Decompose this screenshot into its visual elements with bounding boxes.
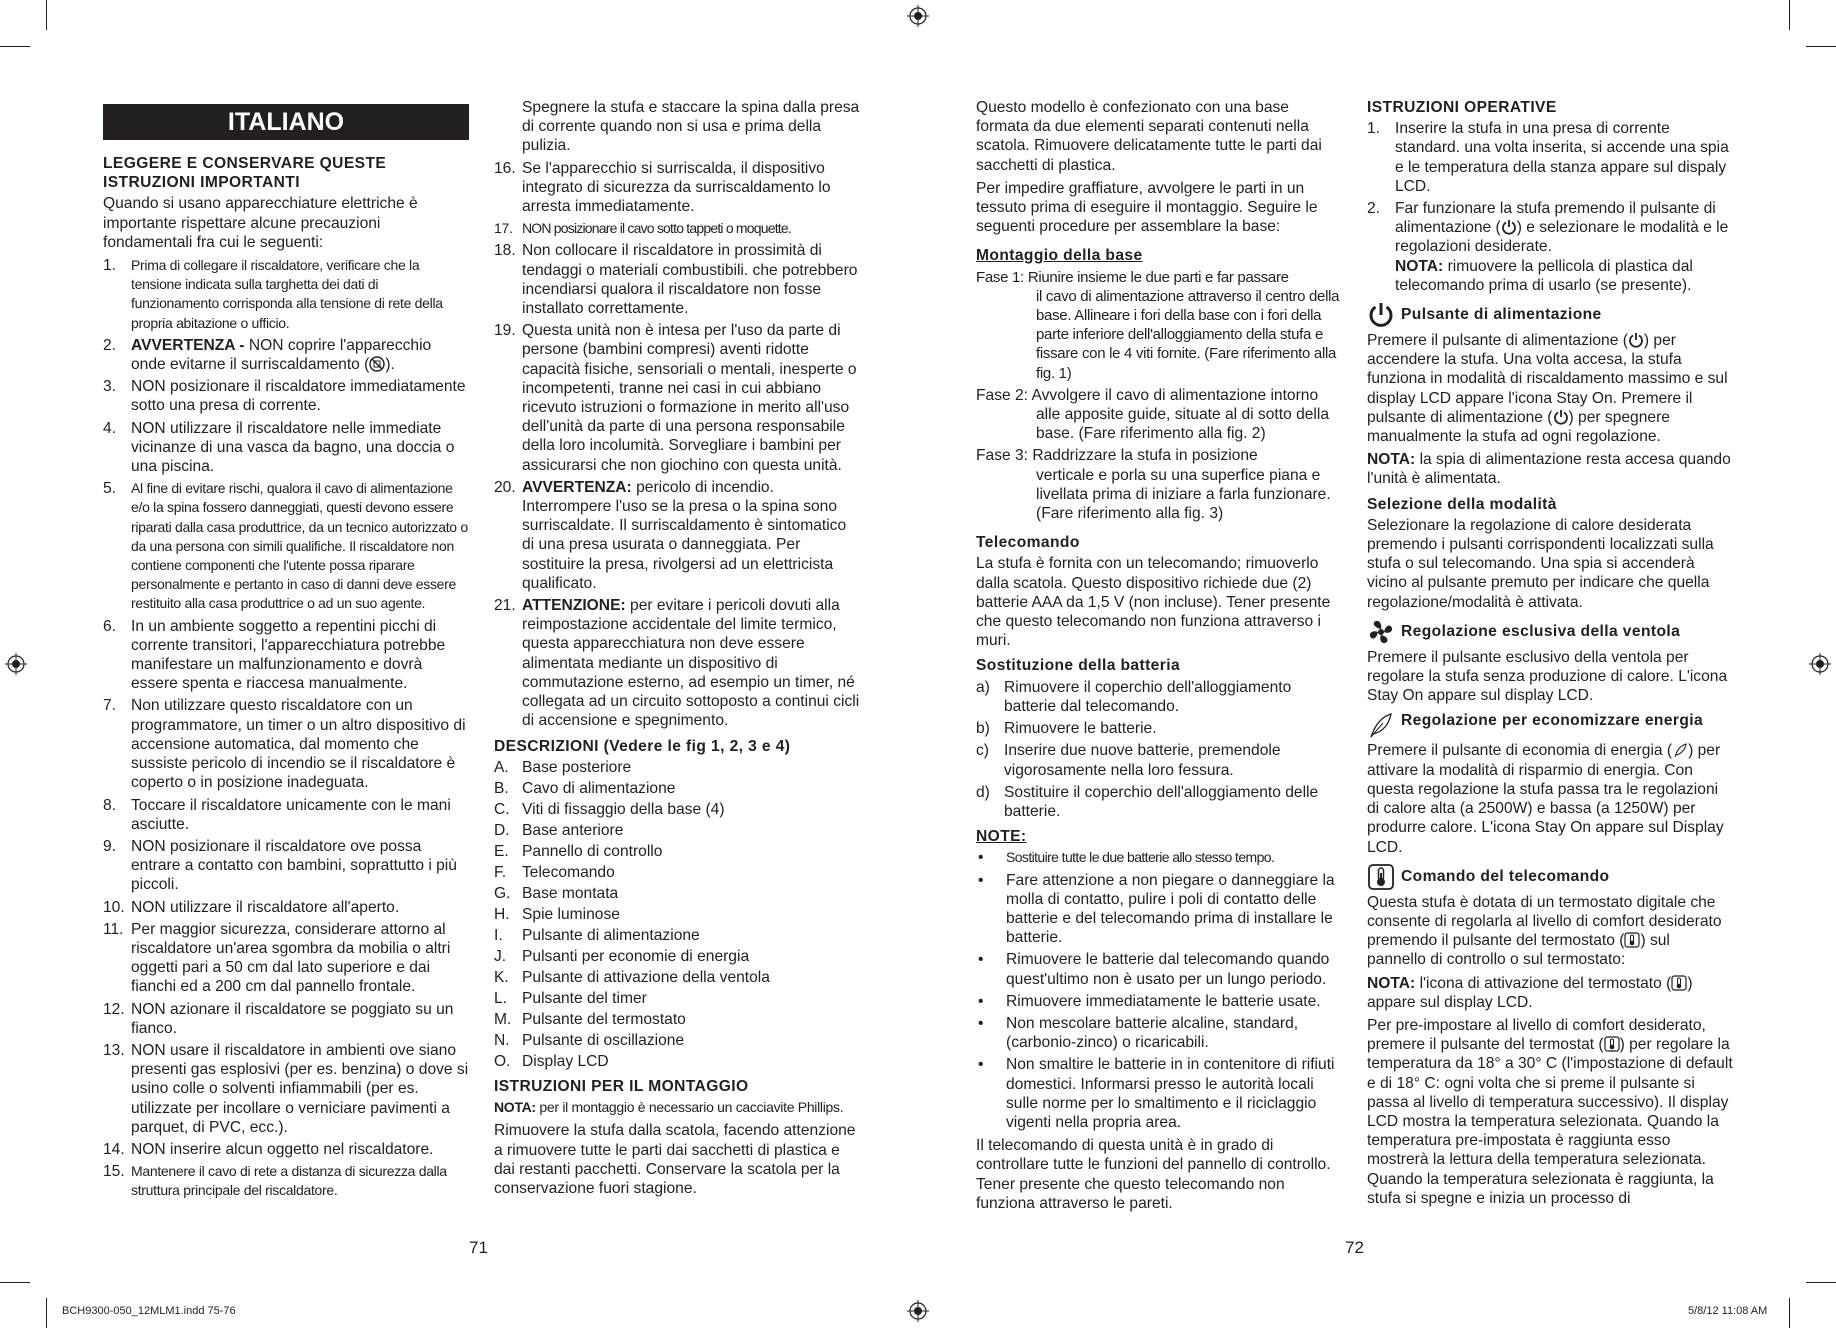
crop-mark — [0, 46, 30, 47]
crop-mark — [46, 0, 47, 30]
paragraph: Premere il pulsante di alimentazione ( ) per accendere la stufa. Una volta accesa, la stufa funziona in modalità di riscaldamento massimo e sul display LCD appare l'icona Stay On. Premere il pulsante di alimentazione ( ) per spegnere manualmente la stufa ad ogni regolazione. — [1367, 332, 1728, 446]
crop-mark — [0, 1282, 30, 1283]
operating-heading: ISTRUZIONI OPERATIVE — [1367, 99, 1557, 116]
assembly-paragraph: Rimuovere la stufa dalla scatola, facendo attenzione a rimuovere tutte le parti dai sacchetti di plastica e dai restanti pacchetti. Conservare la scatola per la conservazione fuori stagione. — [494, 1122, 856, 1197]
list-item: D. Base anteriore — [494, 821, 624, 839]
list-item: C. Viti di fissaggio della base (4) — [494, 800, 725, 818]
thermostat-icon — [1624, 932, 1640, 948]
list-item: 16. Se l'apparecchio si surriscalda, il dispositivo integrato di sicurezza da surriscaldamento lo arresta immediatamente. — [494, 159, 831, 216]
thermostat-icon — [1671, 975, 1687, 991]
paragraph: Per pre-impostare al livello di comfort desiderato, premere il pulsante del termostat ( ) per regolare la temperatura da 18° a 30° C (l'impostazione di default e di 18° C: ogni volta che si preme il pulsante si passa al livello di temperatura successivo). Il display LCD mostra la temperatura selezionata. Quando la temperatura pre-impostata è raggiunta esso mostrerà la lettura della temperatura selezionata. Quando la temperatura selezionata è raggiunta, la stufa si spegne e inizia un processo di — [1367, 1016, 1733, 1207]
mode-heading: Selezione della modalità — [1367, 495, 1557, 513]
crop-mark — [1806, 1282, 1836, 1283]
list-item: b) Rimuovere le batterie. — [976, 720, 1157, 738]
crop-mark — [46, 1298, 47, 1328]
step-item: Fase 3: Raddrizzare la stufa in posizione verticale e porla su una superfice piana e livellata prima di iniziare a farla funzionare. (Fare riferimento alla fig. 3) — [976, 447, 1331, 523]
list-item: 1. Inserire la stufa in una presa di corrente standard. una volta inserita, si accende una spia e le temperatura della stanza appare sul dispaly LCD. — [1367, 120, 1729, 195]
list-item: • Rimuovere le batterie dal telecomando quando quest'ultimo non è usato per un lungo periodo. — [978, 951, 1330, 988]
thermostat-heading: Comando del telecomando — [1367, 863, 1733, 891]
paragraph: La stufa è fornita con un telecomando; rimuoverlo dalla scatola. Questo dispositivo richiede due (2) batterie AAA da 1,5 V (non incluse). Tener presente che questo telecomando non funziona attraverso i muri. — [976, 555, 1331, 650]
safety-heading: LEGGERE E CONSERVARE QUESTE ISTRUZIONI IMPORTANTI — [103, 155, 387, 192]
list-item-continuation: Spegnere la stufa e staccare la spina dalla presa di corrente quando non si usa e prima della pulizia. — [522, 99, 860, 155]
list-item: • Non smaltire le batterie in in contenitore di rifiuti domestici. Informarsi presso le autorità locali sulle norme per lo smaltimento e il riciclaggio vigenti nella propria area. — [978, 1056, 1335, 1131]
step-item: Fase 1: Riunire insieme le due parti e far passare il cavo di alimentazione attraverso il centro della base. Allineare i fori della base con i fori della parte inferiore dell'alloggiamento della stufa e fissare con le 4 viti fornite. (Fare riferimento alla fig. 1) — [976, 268, 1340, 382]
leaf-icon — [1367, 711, 1395, 739]
list-item: a) Rimuovere il coperchio dell'alloggiamento batterie dal telecomando. — [976, 678, 1292, 715]
paragraph: Il telecomando di questa unità è in grado di controllare tutte le funzioni del pannello di controllo. Tener presente che questo telecomando non funziona attraverso le pareti. — [976, 1137, 1331, 1212]
battery-list — [976, 678, 1342, 821]
notes-heading: NOTE: — [976, 828, 1027, 846]
list-item: 19. Questa unità non è intesa per l'uso da parte di persone (bambini compresi) aventi ridotte capacità fisiche, sensoriali o mentali, inesperte o incompetenti, tranne nei casi in cui abbiano ricevuto istruzioni o formazione in merito all'uso dell'unità da parte di una persona responsabile della loro incolumità. Sorvegliare i bambini per assicurarsi che non giochino con questa unità. — [494, 322, 857, 474]
list-item: K. Pulsante di attivazione della ventola — [494, 968, 770, 986]
column-4 — [1367, 98, 1733, 1212]
crop-mark — [1789, 0, 1790, 30]
safety-list — [103, 256, 469, 1201]
list-item: 11. Per maggior sicurezza, considerare attorno al riscaldatore un'area sgombra da mobilia o altri oggetti pari a 50 cm dal lato superiore e dai fianchi ed a 200 cm dal pannello frontale. — [103, 920, 451, 996]
list-item: I. Pulsante di alimentazione — [494, 926, 700, 944]
paragraph: Premere il pulsante di economia di energia ( ) per attivare la modalità di risparmio di energia. Con questa regolazione la stufa passa tra le regolazioni di calore alta (a 2500W) e bassa (a 1250W) per produrre calore. L'icona Stay On appare sul Display LCD. — [1367, 742, 1724, 856]
list-item: 13. NON usare il riscaldatore in ambienti ove siano presenti gas esplosivi (per es. benzina) o dove si usino colle o solventi infiammabili (per es. utilizzate per incollare o verniciare pavimenti a parquet, di PVC, ecc.). — [103, 1041, 469, 1136]
list-item: • Fare attenzione a non piegare o danneggiare la molla di contatto, pulire i poli di contatto delle batterie e del telecomando prima di installare le batterie. — [978, 871, 1335, 947]
paragraph: Selezionare la regolazione di calore desiderata premendo i pulsanti corrispondenti localizzati sulla stufa o sul telecomando. Una spia si accenderà vicino al pulsante premuto per indicare che quella regolazione/modalità è attivata. — [1367, 516, 1714, 611]
notes-list — [976, 848, 1342, 1132]
list-item: 6. In un ambiente soggetto a repentini picchi di corrente transitori, l'apparecchiatura potrebbe manifestare un malfunzionamento e dovrà essere spenta e riaccesa manualmente. — [103, 617, 446, 693]
list-item: L. Pulsante del timer — [494, 989, 647, 1007]
list-item: d) Sostituire il coperchio dell'alloggiamento delle batterie. — [976, 783, 1319, 820]
slug-file: BCH9300-050_12MLM1.indd 75-76 — [62, 1305, 236, 1317]
paragraph: Per impedire graffiature, avvolgere le parti in un tessuto prima di eseguire il montaggio. Seguire le seguenti procedure per assemblare la base: — [976, 179, 1318, 236]
list-item: 15. Mantenere il cavo di rete a distanza di sicurezza dalla struttura principale del riscaldatore. — [103, 1163, 447, 1199]
leaf-icon — [1672, 742, 1688, 758]
power-icon — [1628, 332, 1644, 348]
list-item: E. Pannello di controllo — [494, 842, 663, 860]
assembly-note: NOTA: per il montaggio è necessario un cacciavite Phillips. — [494, 1099, 844, 1116]
list-item: 20. AVVERTENZA: pericolo di incendio. Interrompere l'uso se la presa o la spina sono surriscaldate. Il surriscaldamento è sintomatico di una presa usurata o danneggiata. Per sostituire la presa, rivolgersi ad un elettricista qualificato. — [494, 478, 847, 592]
list-item: 17. NON posizionare il cavo sotto tappeti o moquette. — [494, 220, 791, 237]
power-heading: Pulsante di alimentazione — [1367, 301, 1733, 329]
list-item: 21. ATTENZIONE: per evitare i pericoli dovuti alla reimpostazione accidentale del limite termico, questa apparecchiatura non deve essere alimentata mediante un dispositivo di commutazione esterno, ad esempio un timer, né collegata ad un circuito sottoposto a continui cicli di accensione e spegnimento. — [494, 597, 860, 730]
list-item: B. Cavo di alimentazione — [494, 779, 676, 797]
eco-heading: Regolazione per economizzare energia — [1367, 711, 1733, 739]
thermostat-icon — [1604, 1036, 1620, 1052]
list-item: H. Spie luminose — [494, 905, 620, 923]
list-item: • Rimuovere immediatamente le batterie usate. — [978, 992, 1321, 1010]
remote-heading: Telecomando — [976, 534, 1080, 552]
list-item: • Non mescolare batterie alcaline, standard, (carbonio-zinco) o ricaricabili. — [978, 1014, 1299, 1052]
list-item: O. Display LCD — [494, 1052, 609, 1070]
crop-mark — [1806, 46, 1836, 47]
page-number-left: 71 — [469, 1238, 488, 1257]
safety-intro: Quando si usano apparecchiature elettriche è importante rispettare alcune precauzioni fondamentali fra cui le seguenti: — [103, 195, 418, 251]
language-banner: ITALIANO — [103, 104, 469, 140]
paragraph: NOTA: l'icona di attivazione del termostato ( ) appare sul display LCD. — [1367, 974, 1693, 1011]
column-3 — [976, 98, 1342, 1217]
list-item: 8. Toccare il riscaldatore unicamente con le mani asciutte. — [103, 796, 451, 833]
list-item: M. Pulsante del termostato — [494, 1010, 686, 1028]
paragraph: Questa stufa è dotata di un termostato digitale che consente di regolarla al livello di comfort desiderato premendo il pulsante del termostato ( ) sul pannello di controllo o sul termostato: — [1367, 893, 1722, 969]
power-icon — [1553, 409, 1569, 425]
list-item: A. Base posteriore — [494, 758, 632, 776]
list-item: 7. Non utilizzare questo riscaldatore con un programmatore, un timer o un altro dispositivo di accensione automatica, dal momento che sussiste pericolo di incendio se il riscaldatore è coperto o in posizione inadeguata. — [103, 697, 466, 792]
list-item: 4. NON utilizzare il riscaldatore nelle immediate vicinanze di una vasca da bagno, una doccia o una piscina. — [103, 419, 455, 476]
list-item: 3. NON posizionare il riscaldatore immediatamente sotto una presa di corrente. — [103, 378, 466, 415]
base-assembly-heading: Montaggio della base — [976, 247, 1143, 265]
list-item: 9. NON posizionare il riscaldatore ove possa entrare a contatto con bambini, soprattutto i più piccoli. — [103, 837, 457, 894]
power-icon — [1501, 219, 1517, 235]
list-item: F. Telecomando — [494, 863, 615, 881]
safety-list-cont — [494, 159, 860, 731]
no-cover-icon — [369, 356, 385, 372]
list-item: 12. NON azionare il riscaldatore se poggiato su un fianco. — [103, 1000, 454, 1037]
list-item: G. Base montata — [494, 884, 619, 902]
list-item: c) Inserire due nuove batterie, premendole vigorosamente nella loro fessura. — [976, 742, 1281, 779]
list-item: 2. AVVERTENZA - NON coprire l'apparecchio onde evitarne il surriscaldamento ( ). — [103, 336, 432, 374]
descriptions-heading: DESCRIZIONI (Vedere le fig 1, 2, 3 e 4) — [494, 737, 791, 755]
list-item: 1. Prima di collegare il riscaldatore, verificare che la tensione indicata sulla targhetta dei dati di funzionamento corrisponda alla tensione di rete della propria abitazione o ufficio. — [103, 257, 443, 331]
list-item: J. Pulsanti per economie di energia — [494, 947, 750, 965]
step-item: Fase 2: Avvolgere il cavo di alimentazione intorno alle apposite guide, situate al di sotto della base. (Fare riferimento alla fig. 2) — [976, 386, 1330, 443]
descriptions-list — [494, 758, 860, 1071]
battery-heading: Sostituzione della batteria — [976, 657, 1181, 675]
list-item: 5. Al fine di evitare rischi, qualora il cavo di alimentazione e/o la spina fossero danneggiati, questi devono essere riparati dalla casa produttrice, da un tecnico autorizzato o da una persona con simili qualifiche. Il riscaldatore non contiene componenti che l'utente possa riparare personalmente e pertanto in caso di danni deve essere restituito alla casa produttrice o ad un suo agente. — [103, 480, 468, 612]
registration-mark-icon — [907, 1300, 929, 1322]
paragraph: NOTA: la spia di alimentazione resta accesa quando l'unità è alimentata. — [1367, 451, 1731, 488]
list-item: 14. NON inserire alcun oggetto nel riscaldatore. — [103, 1140, 434, 1158]
thermostat-icon — [1367, 863, 1395, 891]
list-item: 10. NON utilizzare il riscaldatore all'aperto. — [103, 898, 400, 916]
list-item: N. Pulsante di oscillazione — [494, 1031, 685, 1049]
operating-list — [1367, 119, 1733, 295]
registration-mark-icon — [1809, 653, 1831, 675]
paragraph: Premere il pulsante esclusivo della ventola per regolare la stufa senza produzione di calore. L'icona Stay On appare sul display LCD. — [1367, 648, 1728, 705]
assembly-heading: ISTRUZIONI PER IL MONTAGGIO — [494, 1077, 749, 1095]
list-item: • Sostituire tutte le due batterie allo stesso tempo. — [978, 849, 1275, 867]
registration-mark-icon — [907, 5, 929, 27]
paragraph: Questo modello è confezionato con una base formata da due elementi separati contenuti nella scatola. Rimuovere delicatamente tutte le parti dai sacchetti di plastica. — [976, 99, 1322, 174]
page-number-right: 72 — [1345, 1238, 1364, 1257]
list-item: 18. Non collocare il riscaldatore in prossimità di tendaggi o materiali combustibili. che potrebbero incendiarsi qualora il riscaldatore non fosse installato correttamente. — [494, 242, 858, 318]
power-icon — [1367, 301, 1395, 329]
slug-date: 5/8/12 11:08 AM — [1688, 1305, 1768, 1317]
column-2 — [494, 98, 860, 1202]
crop-mark — [1789, 1298, 1790, 1328]
column-1 — [103, 104, 469, 1205]
fan-heading: Regolazione esclusiva della ventola — [1367, 618, 1733, 646]
registration-mark-icon — [5, 653, 27, 675]
fan-icon — [1367, 618, 1395, 646]
list-item: 2. Far funzionare la stufa premendo il pulsante di alimentazione ( ) e selezionare le modalità e le regolazioni desiderate. NOTA: rimuovere la pellicola di plastica dal telecomando prima di usarlo (se presente). — [1367, 200, 1729, 294]
